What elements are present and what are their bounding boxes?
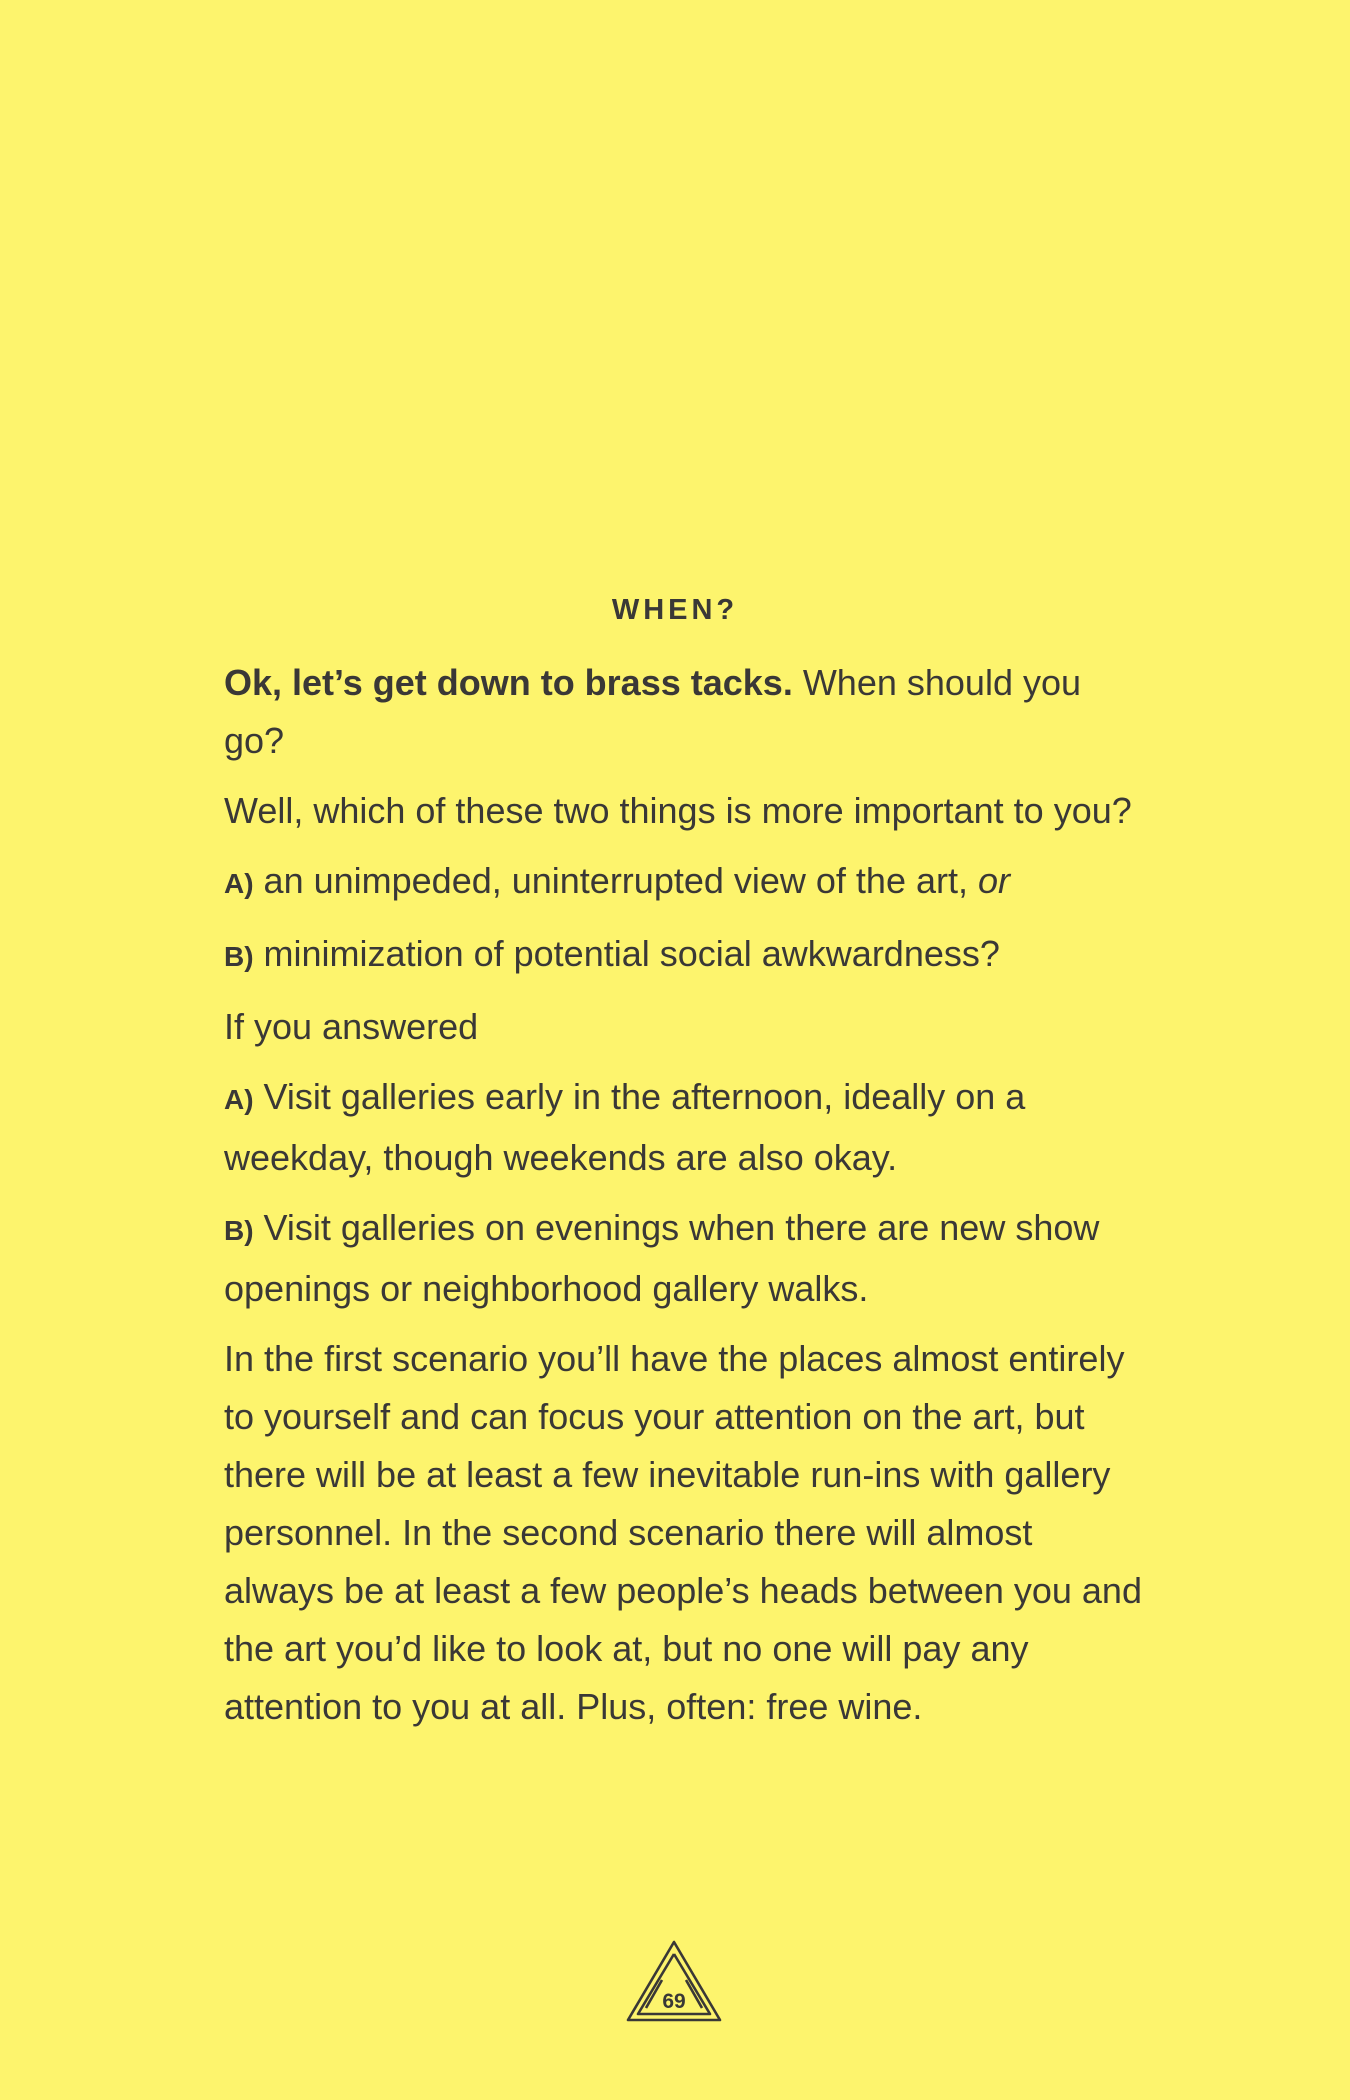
body-text <box>224 654 1144 1748</box>
answer-b <box>224 1199 1144 1318</box>
intro-rest: When should you go? <box>224 662 1082 761</box>
if-answered: If you answered <box>224 1006 479 1047</box>
intro-paragraph <box>224 654 1144 770</box>
answer-b-text: Visit galleries on evenings when there are new show openings or neighborhood gallery walks. <box>224 1207 1100 1309</box>
intro-bold-lead: Ok, let’s get down to brass tacks. <box>224 662 793 703</box>
option-a-text: an unimpeded, uninterrupted view of the art, <box>253 860 978 901</box>
page-folio <box>624 1940 724 2024</box>
page-number: 69 <box>662 1990 686 2013</box>
option-a-or: or <box>978 860 1011 901</box>
answer-a-label: A) <box>224 1084 254 1115</box>
option-b-text: minimization of potential social awkwardness? <box>253 933 1000 974</box>
option-a-label: A) <box>224 868 254 899</box>
option-a <box>224 852 1144 913</box>
option-b-label: B) <box>224 941 254 972</box>
question-paragraph: Well, which of these two things is more important to you? <box>224 790 1132 831</box>
answer-b-label: B) <box>224 1215 254 1246</box>
section-heading: WHEN? <box>611 594 739 626</box>
answer-a-text: Visit galleries early in the afternoon, ideally on a weekday, though weekends are also okay. <box>224 1076 1026 1178</box>
option-b <box>224 925 1144 986</box>
answer-a <box>224 1068 1144 1187</box>
closing-paragraph: In the first scenario you’ll have the places almost entirely to yourself and can focus your attention on the art, but there will be at least a few inevitable run-ins with gallery personnel. In the second scenario there will almost always be at least a few people’s heads between you and the art you’d like to look at, but no one will pay any attention to you at all. Plus, often: free wine. <box>224 1338 1142 1727</box>
